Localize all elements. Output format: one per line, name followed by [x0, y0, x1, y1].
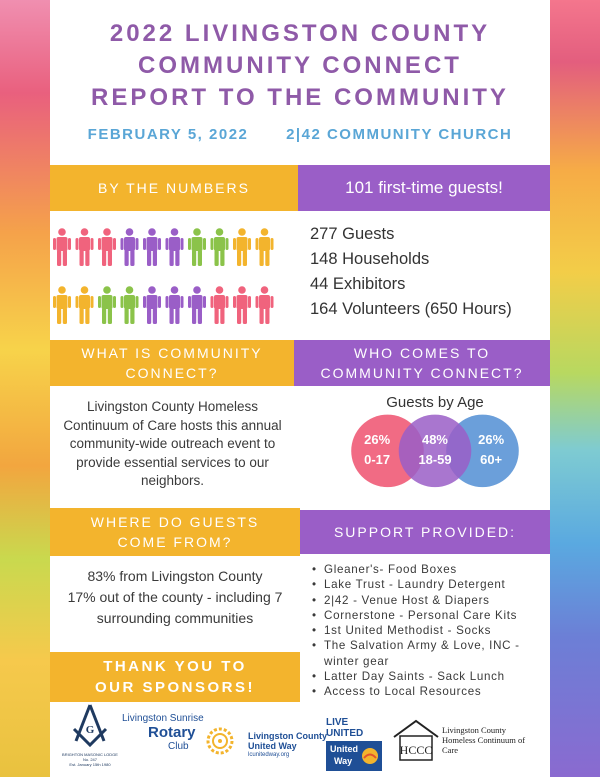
support-item: • Access to Local Resources — [312, 684, 552, 699]
where-from-label: WHERE DO GUESTS COME FROM? — [90, 514, 260, 550]
who-comes-label: WHO COMES TO COMMUNITY CONNECT? — [320, 345, 524, 381]
person-icon — [121, 286, 139, 324]
who-comes-band — [294, 340, 550, 386]
uw-url: lcunitedway.org — [248, 752, 290, 758]
what-is-band — [50, 340, 294, 386]
live-united-logo — [326, 717, 388, 771]
person-icon — [256, 228, 274, 266]
adults-range: 18-59 — [418, 451, 452, 467]
what-is-label: WHAT IS COMMUNITY CONNECT? — [81, 345, 263, 381]
first-time-guests-band — [298, 165, 550, 211]
hccc-text — [442, 725, 542, 755]
hccc-line-2: Homeless Continuum of Care — [442, 735, 526, 755]
lc-united-way-logo — [248, 731, 328, 760]
report-title — [50, 18, 550, 114]
support-item: • Cornerstone - Personal Care Kits — [312, 608, 552, 623]
person-icon — [143, 286, 161, 324]
masonic-est: Est. January 15th 1980 — [69, 762, 111, 767]
stat-guests: 277 Guests — [310, 225, 395, 243]
support-band — [300, 510, 550, 554]
stat-exhibitors: 44 Exhibitors — [310, 275, 406, 293]
title-line-1: 2022 LIVINGSTON COUNTY — [109, 20, 491, 47]
by-numbers-label: BY THE NUMBERS — [98, 180, 250, 196]
rotary-line-3: Club — [168, 741, 189, 752]
person-icon — [143, 228, 161, 266]
people-icons — [50, 222, 290, 337]
title-line-2: COMMUNITY CONNECT — [138, 52, 462, 79]
rotary-logo — [122, 713, 242, 767]
rotary-wheel-icon — [206, 727, 234, 755]
person-icon — [121, 228, 139, 266]
support-item: • 2|42 - Venue Host & Diapers — [312, 593, 552, 608]
masonic-lodge-logo — [60, 703, 120, 773]
person-icon — [233, 228, 251, 266]
support-item: • Lake Trust - Laundry Detergent — [312, 577, 552, 592]
uw-line-1: Livingston County — [248, 731, 327, 741]
person-icon — [98, 286, 116, 324]
united-way-hand-icon — [361, 747, 379, 765]
support-list — [312, 562, 552, 700]
thank-you-band — [50, 652, 300, 702]
house-icon — [390, 717, 442, 763]
hccc-line-1: Livingston County — [442, 725, 506, 735]
rotary-line-1: Livingston Sunrise — [122, 713, 204, 724]
what-is-description: Livingston County Homeless Continuum of Care hosts this annual community-wide outreach event to provide essential services to our neighbors. — [63, 399, 282, 488]
where-from-band — [50, 508, 300, 556]
person-icon — [233, 286, 251, 324]
support-item: • 1st United Methodist - Socks — [312, 623, 552, 638]
person-icon — [166, 286, 184, 324]
seniors-percent: 26% — [478, 431, 505, 447]
sponsor-logos — [60, 703, 540, 773]
people-row-bottom — [53, 286, 274, 324]
rainbow-edge-right — [550, 0, 600, 777]
by-numbers-band — [50, 165, 298, 211]
hccc-logo — [390, 717, 540, 767]
person-icon — [188, 228, 206, 266]
event-location: 2|42 COMMUNITY CHURCH — [286, 126, 513, 143]
where-from-local: 83% from Livingston County — [87, 568, 263, 584]
event-date: FEBRUARY 5, 2022 — [87, 126, 249, 143]
title-line-3: REPORT TO THE COMMUNITY — [91, 84, 509, 111]
support-item: • Latter Day Saints - Sack Lunch — [312, 669, 552, 684]
stat-volunteers: 164 Volunteers (650 Hours) — [310, 300, 512, 318]
person-icon — [211, 286, 229, 324]
seniors-range: 60+ — [480, 451, 503, 467]
youth-percent: 26% — [364, 431, 391, 447]
people-row-top — [53, 228, 274, 266]
masonic-name: BRIGHTON MASONIC LODGE No. 247 — [62, 752, 118, 762]
stat-households: 148 Households — [310, 250, 430, 268]
united-way-box — [326, 741, 382, 771]
where-from-description — [60, 566, 290, 629]
support-label: SUPPORT PROVIDED: — [333, 524, 517, 540]
person-icon — [76, 228, 94, 266]
support-item: • Gleaner's- Food Boxes — [312, 562, 552, 577]
united-way-sub-1: United — [330, 744, 358, 754]
live-united-text: LIVE UNITED — [326, 717, 364, 739]
first-time-guests: 101 first-time guests! — [345, 178, 503, 197]
hccc-mark: HCCC — [399, 743, 433, 757]
venn-circle-adults — [399, 415, 472, 488]
united-way-sub-2: Way — [334, 756, 353, 766]
svg-text:G: G — [85, 724, 95, 736]
adults-percent: 48% — [422, 431, 448, 447]
venn-title: Guests by Age — [386, 394, 484, 411]
stats-list — [310, 222, 550, 322]
thank-you-label: THANK YOU TO OUR SPONSORS! — [94, 658, 255, 696]
support-item: • The Salvation Army & Love, INC - winter gear — [312, 638, 552, 669]
rainbow-edge-left — [0, 0, 50, 777]
rotary-line-2: Rotary — [148, 724, 196, 741]
person-icon — [188, 286, 206, 324]
person-icon — [98, 228, 116, 266]
square-compass-icon — [70, 703, 110, 747]
person-icon — [256, 286, 274, 324]
person-icon — [53, 286, 71, 324]
person-icon — [166, 228, 184, 266]
uw-line-2: United Way — [248, 741, 297, 751]
where-from-outside: 17% out of the county - including 7 surrounding communities — [67, 589, 283, 626]
age-venn-diagram — [330, 412, 540, 507]
person-icon — [211, 228, 229, 266]
youth-range: 0-17 — [364, 451, 391, 467]
person-icon — [53, 228, 71, 266]
person-icon — [76, 286, 94, 324]
event-subtitle — [50, 126, 550, 143]
